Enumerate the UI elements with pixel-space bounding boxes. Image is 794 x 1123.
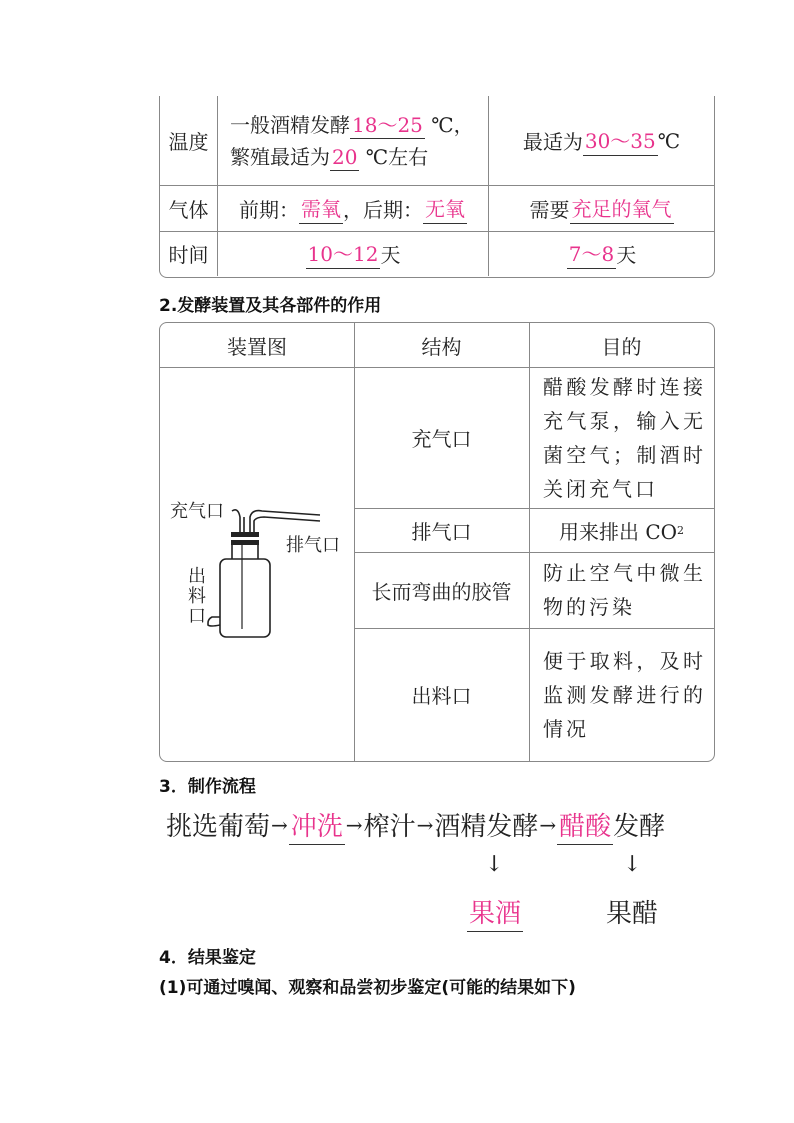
section-heading: 2.发酵装置及其各部件的作用 — [159, 296, 382, 316]
purpose-tube: 防止空气中微生物的污染 — [543, 561, 706, 619]
table-row — [160, 231, 714, 276]
vinegar-gas-cell — [489, 185, 714, 231]
cell-text: ℃ — [657, 128, 681, 153]
flow-step-answer: 醋酸 — [557, 806, 613, 845]
subscript: 2 — [677, 523, 685, 537]
fermentation-bottle-illustration — [160, 367, 354, 761]
result-vinegar: 果醋 — [606, 899, 659, 929]
purpose-exhaust — [529, 508, 714, 552]
down-arrow-icon: ↓ — [623, 852, 642, 877]
fermentation-conditions-table — [159, 96, 715, 278]
cell-text: 最适为 — [522, 130, 583, 154]
alcohol-time-cell — [218, 231, 489, 276]
fill-answer: 20 — [332, 144, 358, 169]
fill-answer: 10～12 — [306, 238, 381, 269]
section-heading: 4．结果鉴定 — [159, 948, 256, 968]
table-row — [160, 96, 714, 186]
flow-step: 挑选葡萄 — [166, 812, 271, 842]
outlet-label-char: 口 — [188, 606, 206, 627]
inlet-label: 充气口 — [170, 501, 224, 522]
section-heading: 3．制作流程 — [159, 777, 256, 797]
outlet-label-char: 出 — [188, 566, 206, 587]
fill-answer: 18～25 — [352, 112, 423, 137]
fill-answer: 充足的氧气 — [570, 193, 674, 224]
row-label: 气体 — [160, 185, 218, 231]
vinegar-time-cell — [489, 231, 714, 276]
apparatus-table — [159, 322, 715, 762]
body-paragraph: (1)可通过嗅闻、观察和品尝初步鉴定(可能的结果如下) — [159, 978, 576, 998]
row-label: 时间 — [160, 231, 218, 276]
alcohol-gas-cell — [218, 185, 489, 231]
cell-text: 天 — [616, 243, 637, 267]
right-arrow-icon: → — [416, 813, 434, 837]
cell-text: 用来排出 CO — [558, 519, 678, 544]
vinegar-temperature-cell — [489, 96, 714, 185]
exhaust-label: 排气口 — [286, 535, 340, 556]
cell-text: 繁殖最适为 — [230, 144, 330, 169]
structure-outlet: 出料口 — [411, 684, 472, 708]
row-label: 温度 — [160, 96, 218, 185]
down-arrow-icon: ↓ — [485, 852, 504, 877]
purpose-outlet: 便于取料，及时监测发酵进行的情况 — [543, 648, 706, 741]
result-wine: 果酒 — [467, 893, 523, 932]
flow-step: 发酵 — [613, 812, 666, 842]
process-flow — [166, 806, 665, 845]
header-structure: 结构 — [421, 334, 462, 359]
structure-inlet: 充气口 — [411, 427, 472, 451]
alcohol-temperature-cell — [218, 96, 489, 185]
right-arrow-icon: → — [271, 813, 288, 837]
header-diagram: 装置图 — [227, 334, 287, 359]
header-purpose: 目的 — [601, 334, 642, 359]
fill-answer: 7～8 — [567, 238, 616, 269]
cell-text: 一般酒精发酵 — [230, 112, 350, 137]
flow-step: 酒精发酵 — [434, 812, 539, 842]
structure-exhaust: 排气口 — [411, 519, 472, 544]
table-row — [160, 185, 714, 232]
cell-text: ℃， — [424, 112, 474, 137]
cell-text: 需要 — [529, 197, 570, 222]
fill-answer: 需氧 — [299, 193, 343, 224]
fill-answer: 无氧 — [423, 193, 467, 224]
structure-tube: 长而弯曲的胶管 — [371, 579, 512, 604]
flow-step: 榨汁 — [363, 812, 416, 842]
fill-answer: 30～35 — [583, 125, 658, 156]
outlet-label — [188, 567, 206, 627]
cell-text: 天 — [380, 243, 401, 267]
outlet-label-char: 料 — [188, 586, 206, 607]
right-arrow-icon: → — [539, 813, 557, 837]
flow-step-answer: 冲洗 — [289, 806, 345, 845]
cell-text: ℃左右 — [359, 144, 429, 169]
cell-text: 前期： — [239, 197, 299, 222]
fermentation-apparatus-diagram — [160, 367, 354, 761]
right-arrow-icon: → — [345, 813, 363, 837]
cell-text: ，后期： — [343, 197, 423, 222]
purpose-inlet: 醋酸发酵时连接充气泵，输入无菌空气；制酒时关闭充气口 — [543, 374, 706, 501]
